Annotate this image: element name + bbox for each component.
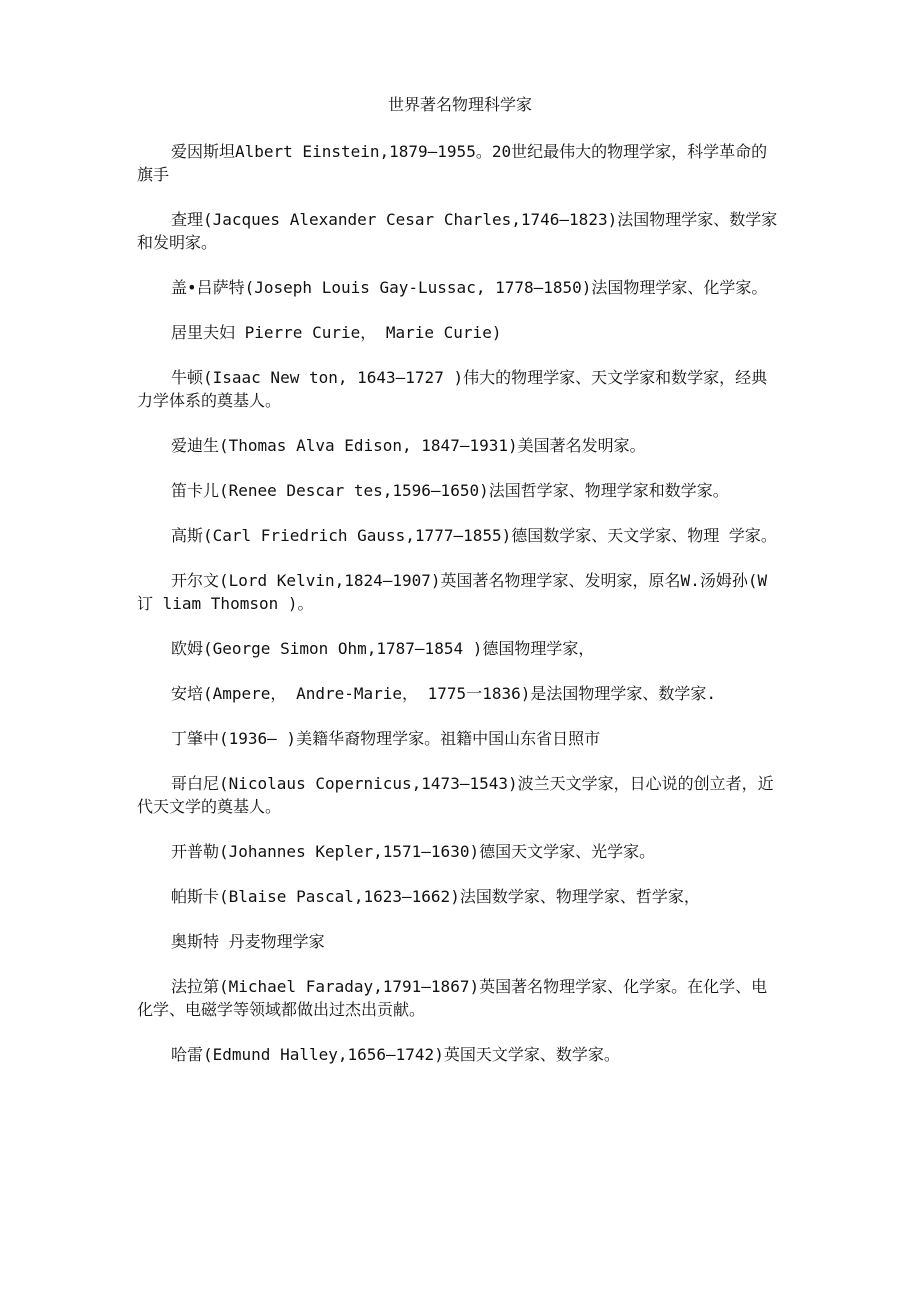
scientist-entry-einstein: 爱因斯坦Albert Einstein,1879—1955。20世纪最伟大的物理学家，科学革命的旗手 — [137, 142, 768, 184]
scientist-entry-curie: 居里夫妇 Pierre Curie， Marie Curie) — [171, 323, 502, 342]
scientist-entry-halley: 哈雷(Edmund Halley,1656—1742)英国天文学家、数学家。 — [171, 1045, 620, 1064]
scientist-entry-ampere: 安培(Ampere， Andre-Marie， 1775一1836)是法国物理学家、数学家. — [171, 684, 716, 703]
scientist-entry-pascal: 帕斯卡(Blaise Pascal,1623—1662)法国数学家、物理学家、哲学家， — [171, 887, 700, 906]
scientist-list — [137, 140, 783, 1088]
scientist-entry-gauss: 高斯(Carl Friedrich Gauss,1777—1855)德国数学家、天文学家、物理 学家。 — [171, 526, 777, 545]
scientist-entry-faraday: 法拉第(Michael Faraday,1791—1867)英国著名物理学家、化学家。在化学、电化学、电磁学等领域都做出过杰出贡献。 — [137, 977, 768, 1019]
scientist-entry-oersted: 奥斯特 丹麦物理学家 — [171, 932, 325, 951]
scientist-entry-kepler: 开普勒(Johannes Kepler,1571—1630)德国天文学家、光学家。 — [171, 842, 656, 861]
scientist-entry-copernicus: 哥白尼(Nicolaus Copernicus,1473—1543)波兰天文学家，日心说的创立者，近代天文学的奠基人。 — [137, 774, 774, 816]
scientist-entry-descartes: 笛卡儿(Renee Descar tes,1596—1650)法国哲学家、物理学家和数学家。 — [171, 481, 729, 500]
scientist-entry-charles: 查理(Jacques Alexander Cesar Charles,1746—1823)法国物理学家、数学家和发明家。 — [137, 210, 778, 252]
scientist-entry-gay-lussac: 盖•吕萨特(Joseph Louis Gay-Lussac, 1778—1850)法国物理学家、化学家。 — [171, 278, 768, 297]
scientist-entry-kelvin: 开尔文(Lord Kelvin,1824—1907)英国著名物理学家、发明家，原名W.汤姆孙(W订 liam Thomson )。 — [137, 571, 768, 613]
page-title: 世界著名物理科学家 — [387, 95, 532, 114]
scientist-entry-ting: 丁肇中(1936— )美籍华裔物理学家。祖籍中国山东省日照市 — [171, 729, 601, 748]
scientist-entry-newton: 牛顿(Isaac New ton, 1643—1727 )伟大的物理学家、天文学家和数学家，经典力学体系的奠基人。 — [137, 368, 768, 410]
scientist-entry-edison: 爱迪生(Thomas Alva Edison, 1847—1931)美国著名发明家。 — [171, 436, 646, 455]
scientist-entry-ohm: 欧姆(George Simon Ohm,1787—1854 )德国物理学家， — [171, 639, 595, 658]
